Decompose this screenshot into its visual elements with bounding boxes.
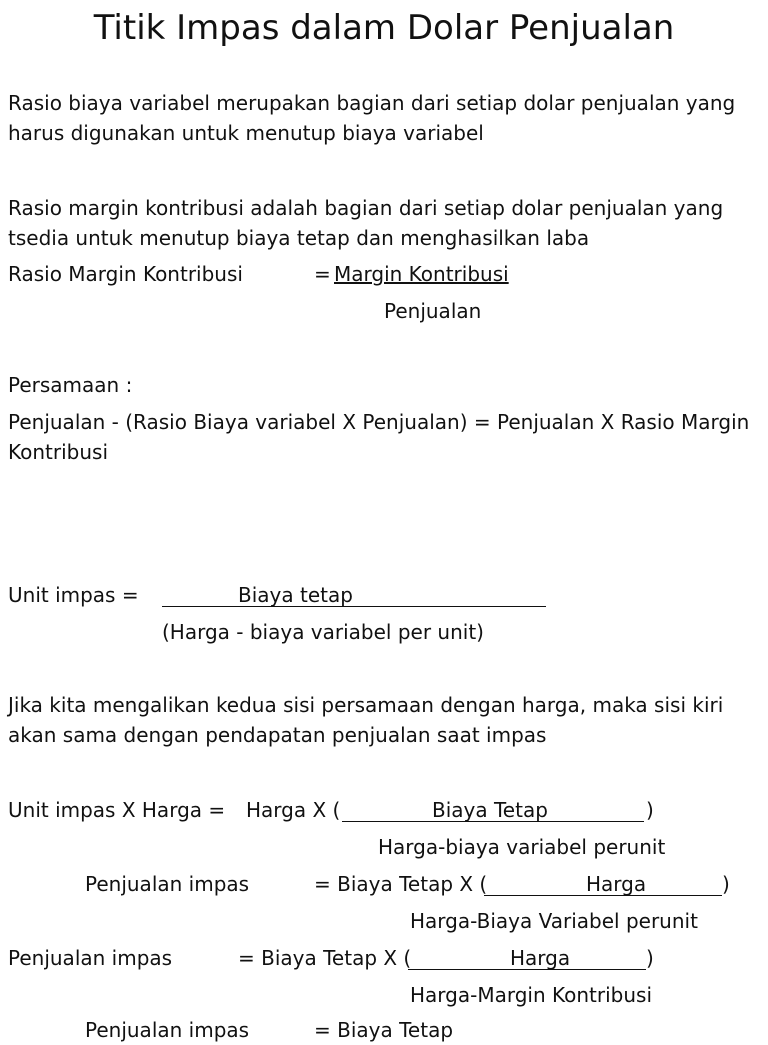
eq1-denominator: Harga-biaya variabel perunit bbox=[378, 835, 666, 859]
unit-impas-numerator: Biaya tetap bbox=[238, 583, 353, 607]
eq1-left: Unit impas X Harga = bbox=[8, 798, 226, 822]
eq3-numerator: Harga bbox=[510, 946, 571, 970]
eq1-close: ) bbox=[646, 798, 654, 822]
eq4-left: Penjualan impas bbox=[85, 1018, 250, 1042]
eq2-denominator: Harga-Biaya Variabel perunit bbox=[410, 909, 698, 933]
eq2-fraction-line bbox=[484, 895, 722, 896]
persamaan-label: Persamaan : bbox=[8, 373, 133, 397]
persamaan-text: Penjualan - (Rasio Biaya variabel X Penjualan) = Penjualan X Rasio Margin Kontribusi bbox=[8, 410, 750, 464]
rmk-denominator: Penjualan bbox=[384, 299, 482, 323]
eq3-fraction-line bbox=[408, 969, 646, 970]
rmk-label: Rasio Margin Kontribusi bbox=[8, 262, 243, 286]
rmk-equals: = bbox=[314, 262, 331, 286]
page-title: Titik Impas dalam Dolar Penjualan bbox=[93, 8, 675, 48]
paragraph-multiply-by-price: Jika kita mengalikan kedua sisi persamaan dengan harga, maka sisi kiri akan sama dengan pendapatan penjualan saat impas bbox=[8, 693, 724, 747]
eq3-mid: = Biaya Tetap X ( bbox=[238, 946, 412, 970]
eq2-left: Penjualan impas bbox=[85, 872, 250, 896]
eq3-denominator: Harga-Margin Kontribusi bbox=[410, 983, 653, 1007]
unit-impas-denominator: (Harga - biaya variabel per unit) bbox=[162, 620, 484, 644]
eq1-fraction-line bbox=[342, 821, 644, 822]
unit-impas-fraction-line bbox=[162, 606, 546, 607]
eq4-mid: = Biaya Tetap bbox=[314, 1018, 454, 1042]
paragraph-variable-cost-ratio: Rasio biaya variabel merupakan bagian dari setiap dolar penjualan yang harus digunakan untuk menutup biaya variabel bbox=[8, 91, 736, 145]
unit-impas-label: Unit impas = bbox=[8, 583, 139, 607]
paragraph-contribution-margin-ratio: Rasio margin kontribusi adalah bagian dari setiap dolar penjualan yang tsedia untuk menutup biaya tetap dan menghasilkan laba bbox=[8, 196, 724, 250]
eq1-mid: Harga X ( bbox=[246, 798, 341, 822]
eq3-left: Penjualan impas bbox=[8, 946, 173, 970]
eq1-numerator: Biaya Tetap bbox=[432, 798, 548, 822]
eq2-mid: = Biaya Tetap X ( bbox=[314, 872, 488, 896]
eq3-close: ) bbox=[646, 946, 654, 970]
rmk-numerator: Margin Kontribusi bbox=[334, 262, 509, 286]
eq2-numerator: Harga bbox=[586, 872, 647, 896]
eq2-close: ) bbox=[722, 872, 730, 896]
